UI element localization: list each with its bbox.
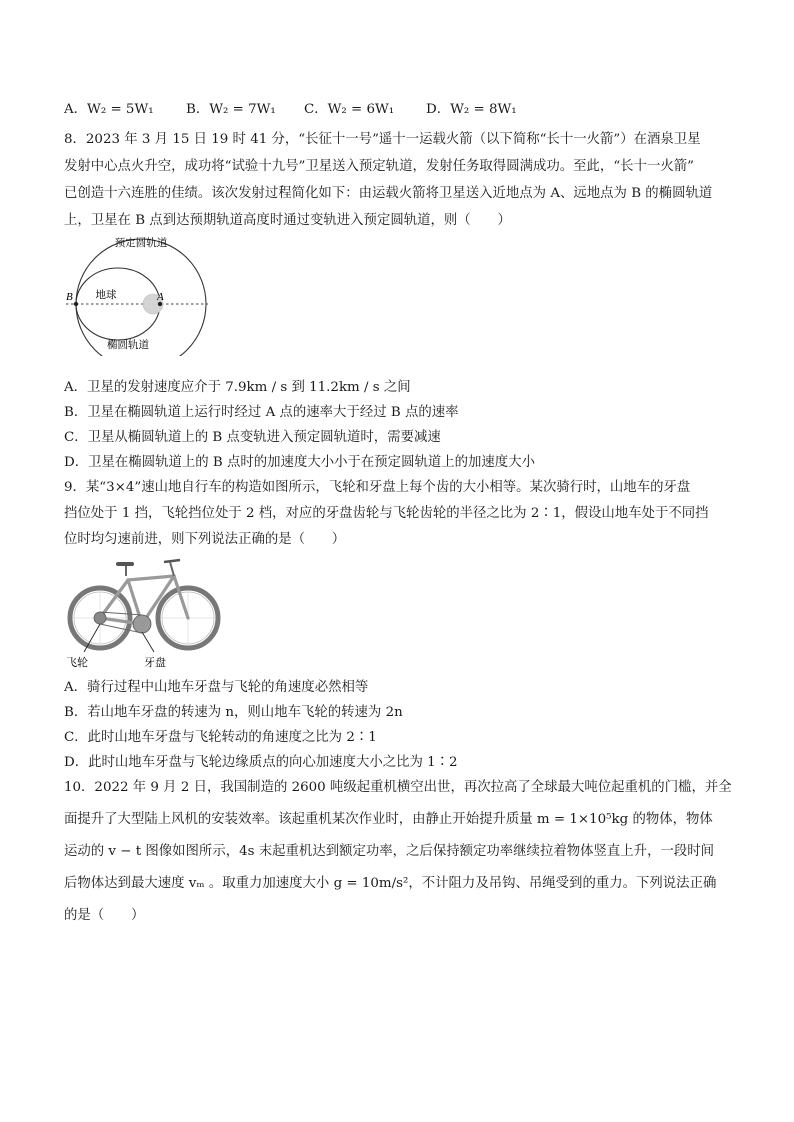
bicycle-icon (64, 552, 224, 672)
handlebar-icon (164, 560, 180, 562)
q8-stem-line: 已创造十六连胜的佳绩。该次发射过程简化如下：由运载火箭将卫星送入近地点为 A、远地点为 B 的椭圆轨道 (64, 186, 713, 201)
q9-option-d: D．此时山地车牙盘与飞轮边缘质点的向心加速度大小之比为 1∶2 (64, 755, 458, 770)
q10-stem-line: 后物体达到最大速度 vₘ 。取重力加速度大小 g = 10m/s²，不计阻力及吊钩、吊绳受到的重力。下列说法正确 (64, 876, 717, 891)
point-a-label: A (157, 291, 164, 303)
q7-option-a: A．W₂ = 5W₁ (64, 102, 154, 117)
q10-stem-line: 的是（ ） (64, 908, 145, 923)
point-b-label: B (66, 291, 73, 303)
q7-option-c: C．W₂ = 6W₁ (304, 102, 395, 117)
q7-option-b: B．W₂ = 7W₁ (186, 102, 276, 117)
seat-icon (116, 562, 134, 566)
orbit-figure (62, 232, 212, 356)
q10-stem-line: 10．2022 年 9 月 2 日，我国制造的 2600 吨级起重机横空出世，再次拉高了全球最大吨位起重机的门槛，并全 (64, 780, 732, 795)
q8-option-c: C．卫星从椭圆轨道上的 B 点变轨进入预定圆轨道时，需要减速 (64, 430, 441, 445)
q7-option-d: D．W₂ = 8W₁ (426, 102, 517, 117)
orbit-diagram (62, 232, 212, 356)
q8-option-d: D．卫星在椭圆轨道上的 B 点时的加速度大小小于在预定圆轨道上的加速度大小 (64, 455, 535, 470)
point-b-marker (74, 302, 78, 306)
q9-option-c: C．此时山地车牙盘与飞轮转动的角速度之比为 2∶1 (64, 730, 377, 745)
q9-stem-line: 挡位处于 1 挡，飞轮挡位处于 2 档，对应的牙盘齿轮与飞轮齿轮的半径之比为 2∶1，假设山地车处于不同挡 (64, 506, 709, 521)
earth-label: 地球 (95, 289, 117, 301)
q10-stem-line: 面提升了大型陆上风机的安装效率。该起重机某次作业时，由静止开始提升质量 m = 1×10⁵kg 的物体，物体 (64, 812, 713, 827)
bicycle-figure (64, 552, 224, 672)
q8-option-a: A．卫星的发射速度应介于 7.9km / s 到 11.2km / s 之间 (64, 380, 411, 395)
flywheel-icon (94, 612, 106, 624)
q9-option-a: A．骑行过程中山地车牙盘与飞轮的角速度必然相等 (64, 680, 369, 695)
circular-orbit-label: 预定圆轨道 (114, 237, 168, 249)
q10-stem-line: 运动的 v − t 图像如图所示，4s 末起重机达到额定功率，之后保持额定功率继续拉着物体竖直上升，一段时间 (64, 844, 715, 859)
q8-stem-line: 发射中心点火升空，成功将“试验十九号”卫星送入预定轨道，发射任务取得圆满成功。至此，“长十一火箭” (64, 159, 694, 174)
chainring-label: 牙盘 (144, 656, 166, 669)
q9-stem-line: 9．某“3×4”速山地自行车的构造如图所示，飞轮和牙盘上每个齿的大小相等。某次骑行时，山地车的牙盘 (64, 480, 691, 495)
flywheel-label: 飞轮 (66, 656, 88, 669)
q9-option-b: B．若山地车牙盘的转速为 n，则山地车飞轮的转速为 2n (64, 705, 403, 720)
q8-option-b: B．卫星在椭圆轨道上运行时经过 A 点的速率大于经过 B 点的速率 (64, 405, 459, 420)
q9-stem-line: 位时均匀速前进，则下列说法正确的是（ ） (64, 532, 346, 547)
chainring-leader-line (142, 632, 154, 652)
q8-stem-line: 上，卫星在 B 点到达预期轨道高度时通过变轨进入预定圆轨道，则（ ） (64, 213, 511, 228)
elliptical-orbit-label: 椭圆轨道 (107, 339, 149, 351)
q8-stem-line: 8．2023 年 3 月 15 日 19 时 41 分，“长征十一号”遥十一运载火箭（以下简称“长十一火箭”）在酒泉卫星 (64, 132, 701, 147)
chainring-icon (133, 615, 151, 633)
